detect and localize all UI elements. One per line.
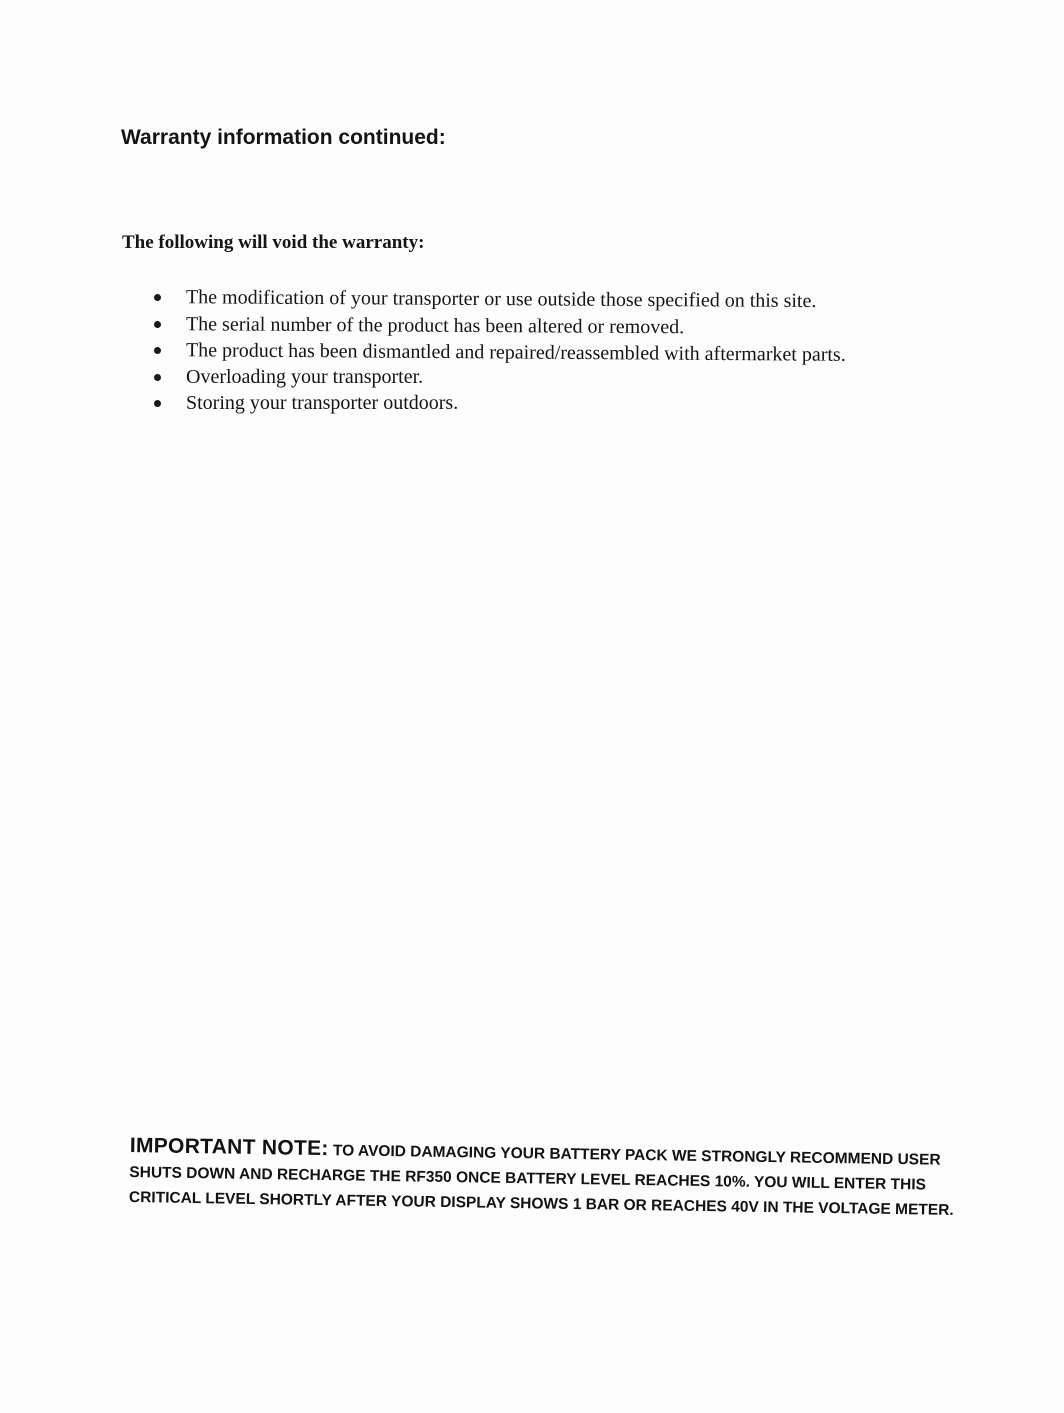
bullet-icon: [154, 374, 161, 381]
bullet-icon: [154, 347, 161, 354]
list-item-text: The product has been dismantled and repaired/reassembled with aftermarket parts.: [185, 339, 846, 366]
void-conditions-list: [150, 284, 846, 417]
list-item-text: Storing your transporter outdoors.: [186, 392, 459, 414]
list-item: [150, 390, 846, 417]
important-note-text: TO AVOID DAMAGING YOUR BATTERY PACK WE STRONGLY RECOMMEND USER SHUTS DOWN AND RECHARGE THE RF350 ONCE BATTERY LEVEL REACHES 10%. YOU WILL ENTER THIS CRITICAL LEVEL SHORTLY AFTER YOUR DISPLAY SHOWS 1 BAR OR REACHES 40V IN THE VOLTAGE METER.: [128, 1142, 954, 1219]
list-item: [150, 284, 846, 315]
list-item: [150, 311, 846, 342]
page-heading: Warranty information continued:: [121, 126, 446, 149]
bullet-icon: [154, 400, 161, 407]
bullet-icon: [154, 294, 161, 301]
bullet-icon: [154, 321, 161, 328]
important-note-label: IMPORTANT NOTE:: [129, 1133, 329, 1161]
void-conditions-heading: The following will void the warranty:: [122, 232, 425, 253]
list-item-text: The modification of your transporter or use outside those specified on this site.: [185, 286, 817, 313]
list-item: [150, 364, 846, 391]
list-item-text: The serial number of the product has been altered or removed.: [185, 312, 685, 338]
list-item-text: Overloading your transporter.: [186, 365, 424, 388]
important-note: [129, 1133, 960, 1223]
